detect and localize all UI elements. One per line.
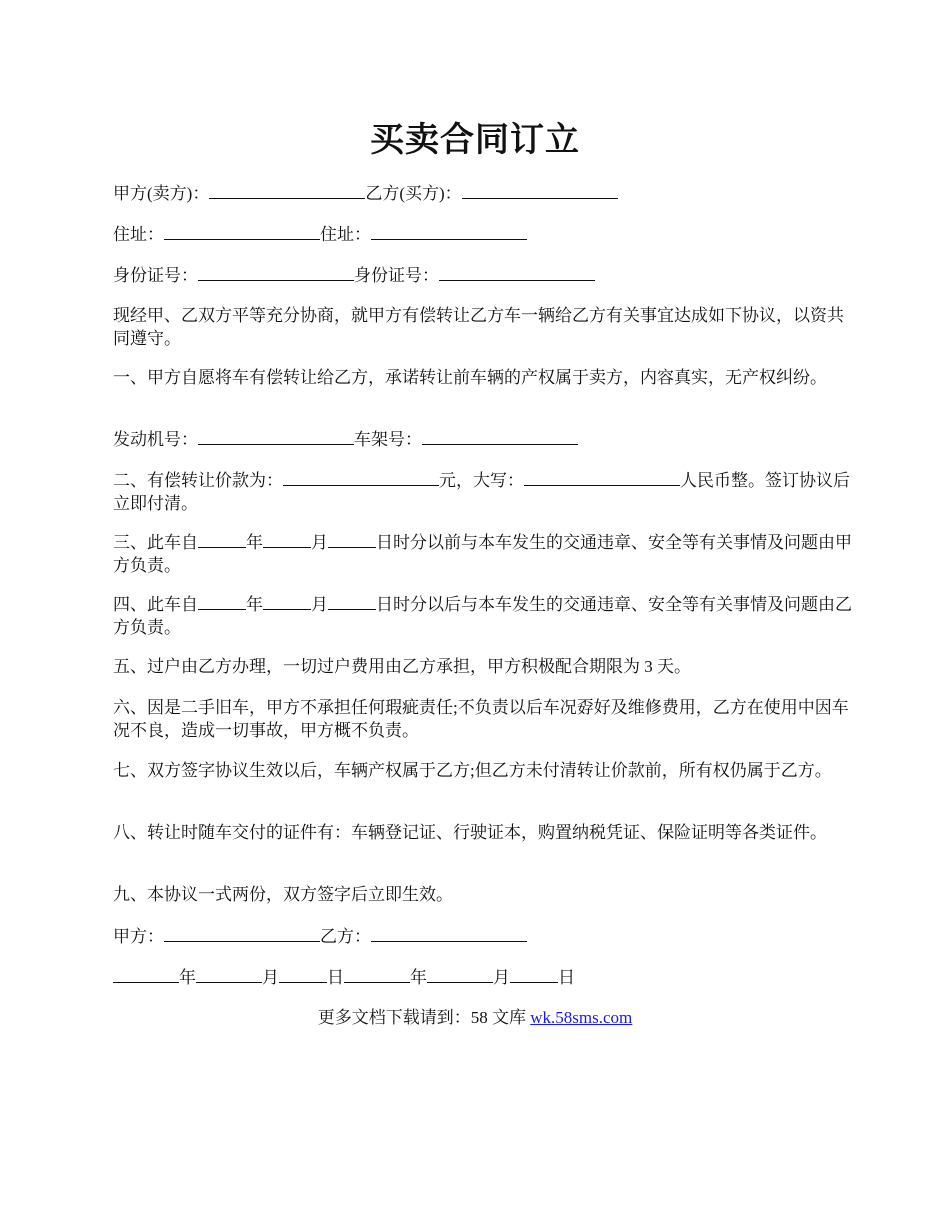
clause-4 [113, 592, 853, 639]
id-label-b: 身份证号： [354, 266, 439, 285]
clause-3 [113, 530, 853, 577]
date-a-year: 年 [179, 968, 196, 987]
date-a-day: 日 [327, 968, 344, 987]
date-row [113, 965, 853, 989]
party-b-signature-label: 乙方： [320, 927, 371, 946]
address-blank-a [164, 222, 320, 240]
frame-blank [422, 427, 578, 445]
date-b-month-blank [427, 965, 493, 983]
address-blank-b [371, 222, 527, 240]
clause3-day-blank [328, 530, 376, 548]
engine-row [113, 427, 853, 451]
clause4-prefix: 四、此车自 [113, 595, 198, 614]
date-a-month-blank [196, 965, 262, 983]
date-b-year: 年 [410, 968, 427, 987]
clause4-year-blank [198, 592, 246, 610]
party-a-signature-label: 甲方： [113, 927, 164, 946]
footer [0, 1006, 950, 1029]
price-words-blank [524, 468, 680, 486]
date-b-day: 日 [558, 968, 575, 987]
clause-8: 八、转让时随车交付的证件有：车辆登记证、行驶证本，购置纳税凭证、保险证明等各类证件。 [113, 823, 827, 842]
parties-row [113, 181, 853, 205]
clause-9: 九、本协议一式两份，双方签字后立即生效。 [113, 885, 453, 904]
clause3-prefix: 三、此车自 [113, 533, 198, 552]
seller-label: 甲方(卖方)： [113, 184, 210, 203]
id-number-row [113, 263, 853, 287]
clause3-year: 年 [246, 533, 263, 552]
clause4-month-blank [263, 592, 311, 610]
price-blank [283, 468, 439, 486]
date-b-year-blank [344, 965, 410, 983]
clause-6: 六、因是二手旧车，甲方不承担任何瑕疵责任;不负责以后车况孬好及维修费用，乙方在使用中因车况不良，造成一切事故，甲方概不负责。 [113, 698, 849, 740]
clause2-prefix: 二、有偿转让价款为： [113, 471, 283, 490]
seller-blank [209, 181, 365, 199]
frame-label: 车架号： [354, 430, 422, 449]
engine-blank [198, 427, 354, 445]
id-blank-a [198, 263, 354, 281]
address-row [113, 222, 853, 246]
page-title: 买卖合同订立 [370, 122, 580, 159]
footer-text: 更多文档下载请到：58 文库 [317, 1008, 531, 1027]
signature-row [113, 924, 853, 948]
clause3-month: 月 [311, 533, 328, 552]
clause2-suffix: 人民币整。签订协议后立即付清。 [113, 471, 850, 513]
address-label-b: 住址： [320, 225, 371, 244]
engine-label: 发动机号： [113, 430, 198, 449]
date-a-month: 月 [262, 968, 279, 987]
date-b-month: 月 [493, 968, 510, 987]
clause-2 [113, 468, 853, 515]
address-label-a: 住址： [113, 225, 164, 244]
clause-1: 一、甲方自愿将车有偿转让给乙方，承诺转让前车辆的产权属于卖方，内容真实，无产权纠纷。 [113, 368, 827, 387]
clause4-year: 年 [246, 595, 263, 614]
date-b-day-blank [510, 965, 558, 983]
clause-7: 七、双方签字协议生效以后，车辆产权属于乙方;但乙方未付清转让价款前，所有权仍属于乙方。 [113, 761, 832, 780]
clause-5: 五、过户由乙方办理，一切过户费用由乙方承担，甲方积极配合期限为 3 天。 [113, 657, 691, 676]
id-label-a: 身份证号： [113, 266, 198, 285]
id-blank-b [439, 263, 595, 281]
intro-paragraph: 现经甲、乙双方平等充分协商，就甲方有偿转让乙方车一辆给乙方有关事宜达成如下协议，以资共同遵守。 [113, 306, 844, 348]
party-b-signature-blank [371, 924, 527, 942]
date-a-year-blank [113, 965, 179, 983]
clause4-day-blank [328, 592, 376, 610]
clause4-suffix: 日时分以后与本车发生的交通违章、安全等有关事情及问题由乙方负责。 [113, 595, 852, 637]
clause4-month: 月 [311, 595, 328, 614]
party-a-signature-blank [164, 924, 320, 942]
clause2-mid: 元，大写： [439, 471, 524, 490]
clause3-suffix: 日时分以前与本车发生的交通违章、安全等有关事情及问题由甲方负责。 [113, 533, 852, 575]
buyer-blank [462, 181, 618, 199]
buyer-label: 乙方(买方)： [365, 184, 462, 203]
footer-link[interactable]: wk.58sms.com [530, 1008, 633, 1027]
clause3-year-blank [198, 530, 246, 548]
clause3-month-blank [263, 530, 311, 548]
date-a-day-blank [279, 965, 327, 983]
